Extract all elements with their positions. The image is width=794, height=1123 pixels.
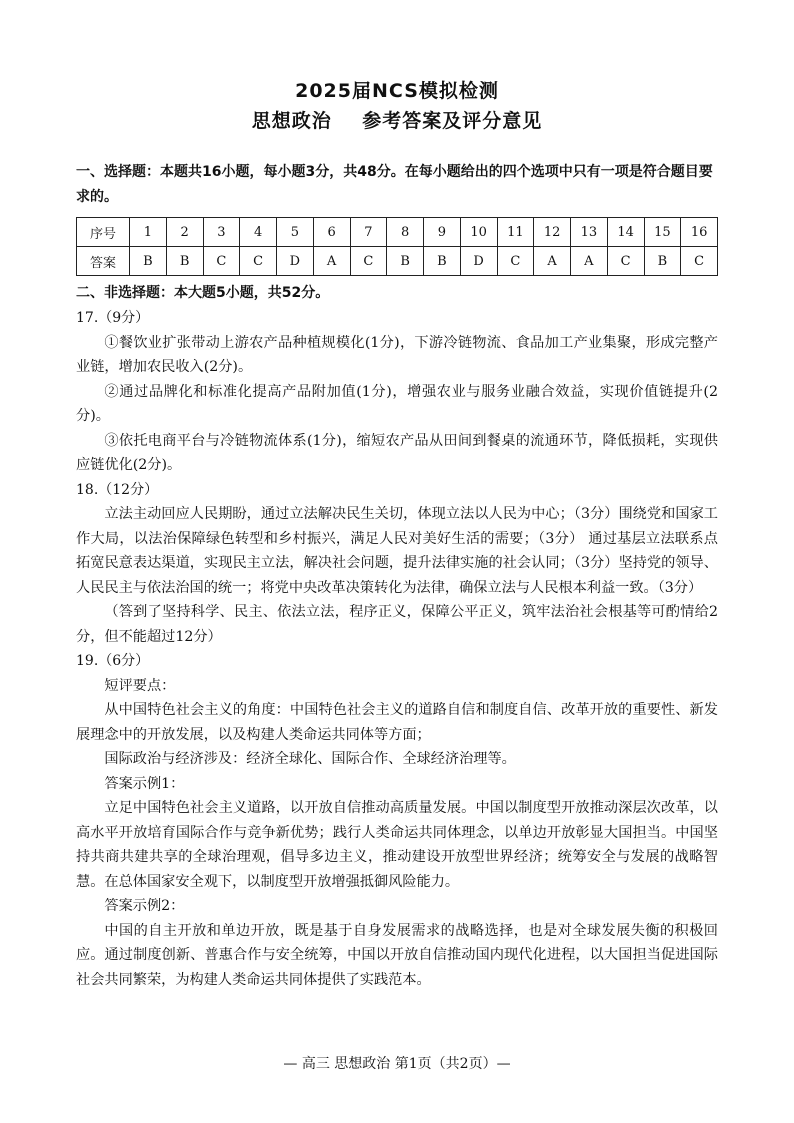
answer-cell: B [644, 247, 681, 276]
question-number-cell: 12 [534, 218, 571, 247]
q17-point-3: ③依托电商平台与冷链物流体系(1分)，缩短农产品从田间到餐桌的流通环节，降低损耗，实现供应链优化(2分)。 [76, 432, 718, 473]
answer-cell: C [497, 247, 534, 276]
q19-example2-heading: 答案示例2： [104, 898, 185, 914]
question-number-cell: 2 [166, 218, 203, 247]
answer-cell: C [240, 247, 277, 276]
q17-label: 17.（9分） [76, 310, 150, 326]
q19-key-point-1: 从中国特色社会主义的角度：中国特色社会主义的道路自信和制度自信、改革开放的重要性、新发展理念中的开放发展，以及构建人类命运共同体等方面； [76, 702, 718, 743]
section1-heading: 一、选择题：本题共16小题，每小题3分，共48分。在每小题给出的四个选项中只有一项是符合题目要求的。 [76, 164, 713, 205]
question-number-cell: 10 [460, 218, 497, 247]
q18-label: 18.（12分） [76, 481, 159, 498]
answer-cell: A [571, 247, 608, 276]
answer-cell: C [350, 247, 387, 276]
answer-table-number-row [77, 218, 718, 247]
q19-key-point-2: 国际政治与经济涉及：经济全球化、国际合作、全球经济治理等。 [104, 751, 516, 767]
question-number-cell: 11 [497, 218, 534, 247]
document-body [76, 160, 718, 992]
question-number-cell: 7 [350, 218, 387, 247]
answer-cell: D [460, 247, 497, 276]
answer-cell: B [424, 247, 461, 276]
question-number-cell: 5 [277, 218, 314, 247]
q19-label: 19.（6分） [76, 653, 150, 669]
q17-point-2: ②通过品牌化和标准化提高产品附加值(1分)，增强农业与服务业融合效益，实现价值链提升(2分)。 [76, 383, 718, 424]
question-number-cell: 4 [240, 218, 277, 247]
answer-cell: A [534, 247, 571, 276]
page-footer: — 高三 思想政治 第1页（共2页）— [283, 1056, 511, 1072]
answer-cell: B [166, 247, 203, 276]
q18-note: （答到了坚持科学、民主、依法立法，程序正义，保障公平正义，筑牢法治社会根基等可酌情给2分，但不能超过12分） [76, 604, 718, 645]
q19-example1-heading: 答案示例1： [104, 775, 185, 792]
answer-cell: C [681, 247, 718, 276]
answer-table [76, 217, 718, 276]
question-number-cell: 3 [203, 218, 240, 247]
question-number-cell: 14 [607, 218, 644, 247]
question-number-cell: 9 [424, 218, 461, 247]
q19-example1-text: 立足中国特色社会主义道路，以开放自信推动高质量发展。中国以制度型开放推动深层次改革，以高水平开放培育国际合作与竞争新优势；践行人类命运共同体理念，以单边开放彰显大国担当。中国坚持共商共建共享的全球治理观，倡导多边主义，推动建设开放型世界经济；统筹安全与发展的战略智慧。在总体国家安全观下，以制度型开放增强抵御风险能力。 [76, 800, 718, 890]
q18-answer: 立法主动回应人民期盼，通过立法解决民生关切，体现立法以人民为中心；（3分）围绕党和国家工作大局，以法治保障绿色转型和乡村振兴，满足人民对美好生活的需要；（3分） 通过基层立法联系点拓宽民意表达渠道，实现民主立法，解决社会问题，提升法律实施的社会认同；（3分）坚持党的领导、人民民主与依法治国的统一；将党中央改革决策转化为法律，确保立法与人民根本利益一致。（3分） [76, 506, 718, 596]
document-subtitle: 思想政治 参考答案及评分意见 [251, 110, 543, 132]
answer-cell: B [130, 247, 167, 276]
answer-cell: A [313, 247, 350, 276]
q19-key-points-heading: 短评要点： [104, 677, 176, 694]
question-number-cell: 1 [130, 218, 167, 247]
question-number-cell: 13 [571, 218, 608, 247]
answer-row-label: 答案 [77, 247, 130, 276]
document-title: 2025届NCS模拟检测 [295, 80, 499, 102]
section2-heading: 二、非选择题：本大题5小题，共52分。 [76, 285, 330, 301]
answer-cell: B [387, 247, 424, 276]
answer-cell: C [203, 247, 240, 276]
answer-cell: C [607, 247, 644, 276]
number-row-label: 序号 [77, 218, 130, 247]
question-number-cell: 16 [681, 218, 718, 247]
answer-cell: D [277, 247, 314, 276]
answer-table-answer-row [77, 247, 718, 276]
question-number-cell: 15 [644, 218, 681, 247]
q19-example2-text: 中国的自主开放和单边开放，既是基于自身发展需求的战略选择，也是对全球发展失衡的积极回应。通过制度创新、普惠合作与安全统筹，中国以开放自信推动国内现代化进程，以大国担当促进国际社会共同繁荣，为构建人类命运共同体提供了实践范本。 [76, 922, 718, 988]
question-number-cell: 6 [313, 218, 350, 247]
question-number-cell: 8 [387, 218, 424, 247]
q17-point-1: ①餐饮业扩张带动上游农产品种植规模化(1分)，下游冷链物流、食品加工产业集聚，形成完整产业链，增加农民收入(2分)。 [76, 334, 718, 375]
